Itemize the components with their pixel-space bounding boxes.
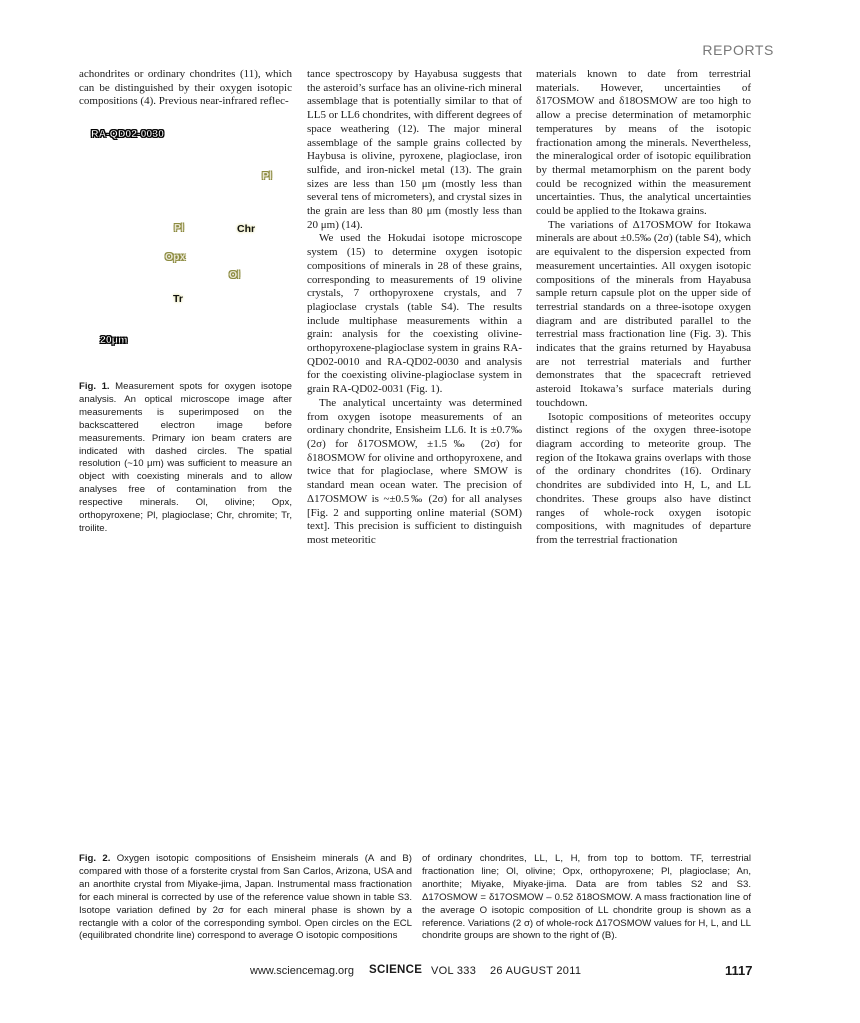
- figure-1-image: [79, 125, 292, 355]
- scale-bar-label: 20μm: [100, 334, 128, 346]
- page-footer: [0, 963, 860, 983]
- figure-1-caption-text: Measurement spots for oxygen isotope analysis. An optical microscope image after measurements is superimposed on the backscattered electron image before measurements. Primary ion beam craters are indicated with dashed circles. The spatial resolution (~10 μm) was sufficient to measure an object with coexisting minerals and to allow analyses free of contamination from the respective minerals. Ol, olivine; Opx, orthopyroxene; Pl, plagioclase; Chr, chromite; Tr, troilite.: [79, 381, 292, 534]
- journal-url: www.sciencemag.org: [250, 965, 354, 977]
- volume: VOL 333: [431, 965, 477, 977]
- chromite-label: Chr: [237, 223, 256, 235]
- figure-2-caption-text: Oxygen isotopic compositions of Ensisheim minerals (A and B) compared with those of a forsterite crystal from San Carlos, Arizona, USA and an anorthite crystal from Miyake-jima, Japan. Instrumental mass fractionation for each mineral is corrected by use of the reference value shown in table S3. Isotope variation defined by 2σ for each mineral phase is shown by a rectangle with a color of the corresponding symbol. Open circles on the ECL (equilibrated chondrite line) correspond to average O isotopic compositions: [79, 853, 413, 942]
- issue-date: 26 AUGUST 2011: [490, 965, 582, 977]
- journal-name: SCIENCE: [369, 964, 423, 976]
- orthopyroxene-label: Opx: [165, 251, 186, 263]
- page-number: 1117: [725, 963, 753, 978]
- paragraph: We used the Hokudai isotope microscope system (15) to determine oxygen isotopic compositions of minerals in 28 of these grains, corresponding to measurements of 19 olivine crystals, 7 orthopyroxene crystals, and 7 plagioclase crystals (table S4). The results include multiphase measurements within a grain: analysis for the coexisting olivine-orthopyroxene-plagioclase system in grains RA-QD02-0010 and RA-QD02-0030 and analysis for the coexisting olivine-plagioclase system in grain RA-QD02-0031 (Fig. 1).: [307, 232, 522, 396]
- figure-2-caption-right: of ordinary chondrites, LL, L, H, from top to bottom. TF, terrestrial fractionation line; Ol, olivine; Opx, orthopyroxene; Pl, plagioclase; An, anorthite; Miyake, Miyake-jima. Data are from tables S2 and S3. Δ17OSMOW = δ17OSMOW – 0.52 δ18OSMOW. A mass fractionation line of the average O isotopic composition of LL chondrite group is shown as a reference. Variations (2 σ) of whole-rock Δ17OSMOW values for H, L, and LL chondrite groups are shown to the right of (B).: [422, 853, 751, 942]
- section-header: REPORTS: [702, 42, 774, 58]
- paragraph: Isotopic compositions of meteorites occupy distinct regions of the oxygen three-isotope diagram according to meteorite group. The region of the Itokawa grains overlaps with those of the ordinary chondrites (16). Ordinary chondrites are subdivided into H, L, and LL chondrites. These groups also have distinct ranges of whole-rock oxygen isotopic compositions, with magnitudes of departure from the terrestrial fractionation: [536, 410, 751, 546]
- figure-2-label: Fig. 2.: [79, 853, 111, 864]
- text-column-1: [79, 68, 292, 109]
- paragraph: achondrites or ordinary chondrites (11), which can be distinguished by their oxygen isotopic compositions (4). Previous near-infrared reflec-: [79, 68, 292, 108]
- figure-1-caption: [79, 381, 292, 536]
- grain-id-label: RA-QD02-0030: [91, 128, 164, 140]
- plagioclase-label: Pl: [174, 222, 184, 234]
- paragraph: tance spectroscopy by Hayabusa suggests that the asteroid’s surface has an olivine-rich mineral assemblage that is potentially similar to that of LL5 or LL6 chondrites, with different degrees of space weathering (12). The major mineral assemblage of the sample grains collected by Haybusa is olivine, pyroxene, plagioclase, iron sulfide, and iron-nickel metal (13). The grain sizes are less than 150 μm (mostly less than several tens of micrometers), and crystal sizes in the grain are less than 80 μm (mostly less than 20 μm) (14).: [307, 68, 522, 231]
- paragraph: materials known to date from terrestrial materials. However, uncertainties of δ17OSMOW and δ18OSMOW are too high to allow a precise determination of metamorphic temperatures by means of the isotopic fractionation among the minerals. Nevertheless, the mineralogical order of isotopic equilibration by thermal metamorphism on the parent body could be recognized within the measurement uncertainties. Thus, the analytical uncertainties could be applied to the Itokawa grains.: [536, 68, 751, 218]
- figure-1-label: Fig. 1.: [79, 381, 110, 392]
- figure-2-caption-left: [79, 853, 412, 943]
- text-column-3: [536, 68, 751, 548]
- plagioclase-label: Pl: [262, 170, 272, 182]
- troilite-label: Tr: [173, 293, 183, 305]
- paragraph: The analytical uncertainty was determined from oxygen isotope measurements of an ordinary chondrite, Ensisheim LL6. It is ±0.7‰ (2σ) for δ17OSMOW, ±1.5‰ (2σ) for δ18OSMOW for olivine and orthopyroxene, and twice that for plagioclase, where SMOW is standard mean ocean water. The precision of Δ17OSMOW is ~±0.5‰ (2σ) for all analyses [Fig. 2 and supporting online material (SOM) text]. This precision is sufficient to distinguish most meteoritic: [307, 396, 522, 546]
- olivine-label: Ol: [229, 269, 241, 281]
- text-column-2: [307, 68, 522, 548]
- paragraph: The variations of Δ17OSMOW for Itokawa minerals are about ±0.5‰ (2σ) (table S4), which are equivalent to the dispersion expected from measurement uncertainties. All oxygen isotopic compositions of the minerals from Hayabusa sample return capsule plot on the upper side of terrestrial standards on a three-isotope oxygen diagram and are distributed parallel to the terrestrial mass fractionation line (Fig. 3). This indicates that the grains returned by Hayabusa are not terrestrial materials and further demonstrates that the spacecraft retrieved asteroid Itokawa’s surface materials during touchdown.: [536, 218, 751, 409]
